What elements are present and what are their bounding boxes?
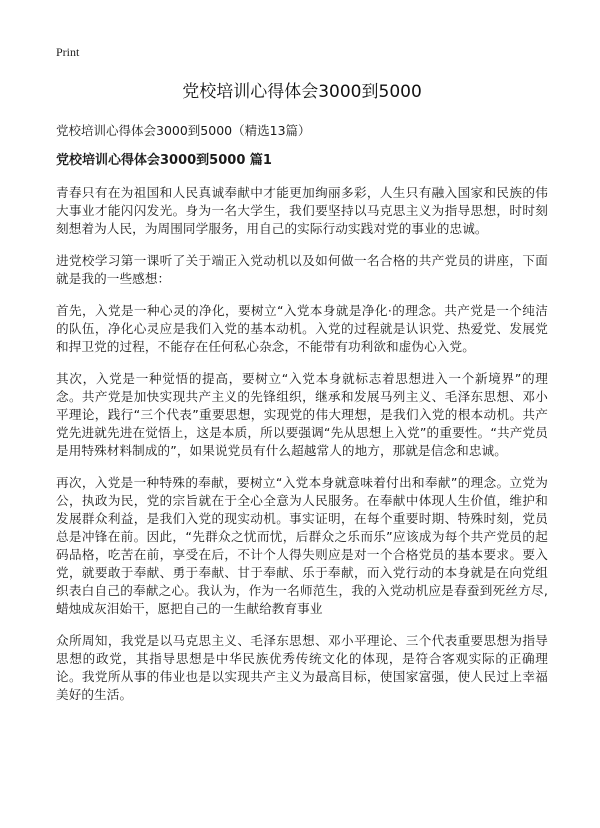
paragraph-3: 首先，入党是一种心灵的净化，要树立“入党本身就是净化·的理念。共产党是一个纯洁的队伍，净化心灵应是我们入党的基本动机。入党的过程就是认识党、热爱党、发展党和捍卫党的过程，不能存在任何私心杂念，不能带有功利欲和虚伪心入党。: [56, 303, 548, 354]
section-heading: 党校培训心得体会3000到5000 篇1: [56, 153, 272, 168]
paragraph-2: 进党校学习第一课听了关于端正入党动机以及如何做一名合格的共产党员的讲座，下面就是我的一些感想：: [56, 253, 548, 286]
paragraph-6: 众所周知，我党是以马克思主义、毛泽东思想、邓小平理论、三个代表重要思想为指导思想的政党，其指导思想是中华民族优秀传统文化的体现，是符合客观实际的正确理论。我党所从事的伟业也是以实现共产主义为最高目标，使国家富强，使人民过上幸福美好的生活。: [56, 633, 548, 702]
document-title: 党校培训心得体会3000到5000: [182, 82, 422, 102]
print-link[interactable]: Print: [56, 45, 80, 59]
paragraph-4: 其次，入党是一种觉悟的提高，要树立“入党本身就标志着思想进入一个新境界”的理念。共产党是加快实现共产主义的先锋组织，继承和发展马列主义、毛泽东思想、邓小平理论，践行“三个代表”重要思想，实现党的伟大理想，是我们入党的根本动机。共产党先进就先进在觉悟上，这是本质，所以要强调“先从思想上入党”的重要性。“共产党员是用特殊材料制成的”，如果说党员有什么超越常人的地方，那就是信念和忠诚。: [56, 371, 548, 458]
document-subtitle: 党校培训心得体会3000到5000（精选13篇）: [56, 123, 311, 138]
document-page: [56, 44, 548, 718]
paragraph-1: 青春只有在为祖国和人民真诚奉献中才能更加绚丽多彩，人生只有融入国家和民族的伟大事业才能闪闪发光。身为一名大学生，我们要坚持以马克思主义为指导思想，时时刻刻想着为人民，为周围同学服务，用自己的实际行动实践对党的事业的忠诚。: [56, 185, 548, 236]
paragraph-5: 再次，入党是一种特殊的奉献，要树立“入党本身就意味着付出和奉献”的理念。立党为公，执政为民，党的宗旨就在于全心全意为人民服务。在奉献中体现人生价值，维护和发展群众利益，是我们入党的现实动机。事实证明，在每个重要时期、特殊时刻，党员总是冲锋在前。因此，“先群众之忧而忧，后群众之乐而乐”应该成为每个共产党员的起码品格，吃苦在前，享受在后，不计个人得失则应是对一个合格党员的基本要求。要入党，就要敢于奉献、勇于奉献、甘于奉献、乐于奉献，而入党行动的本身就是在向党组织表白自己的奉献之心。我认为，作为一名师范生，我的入党动机应是春蚕到死丝方尽,蜡烛成灰泪始干，愿把自己的一生献给教育事业: [56, 475, 548, 616]
